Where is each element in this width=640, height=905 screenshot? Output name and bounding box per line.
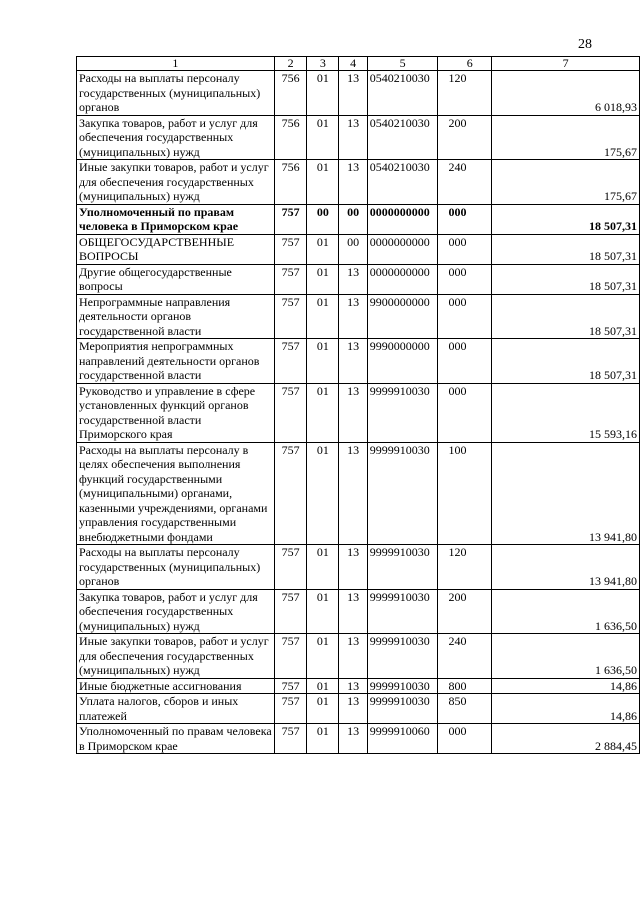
row-section-code: 01 (307, 160, 339, 205)
row-name-cell: Закупка товаров, работ и услуг для обеспечения государственных (муниципальных) нужд (77, 589, 275, 634)
row-name-cell: Расходы на выплаты персоналу государственных (муниципальных) органов (77, 71, 275, 116)
table-row (77, 115, 640, 160)
table-row (77, 264, 640, 294)
row-ministry-code: 757 (274, 442, 306, 545)
header-col-4: 4 (339, 57, 367, 71)
row-ministry-code: 757 (274, 694, 306, 724)
row-target-code: 9999910030 (367, 589, 438, 634)
row-ministry-code: 757 (274, 264, 306, 294)
row-expense-type-code: 120 (438, 71, 492, 116)
row-amount: 13 941,80 (492, 545, 640, 590)
row-target-code: 9999910030 (367, 678, 438, 694)
row-amount: 6 018,93 (492, 71, 640, 116)
table-row (77, 724, 640, 754)
row-subsection-code: 00 (339, 234, 367, 264)
row-subsection-code: 13 (339, 634, 367, 679)
row-amount: 18 507,31 (492, 264, 640, 294)
row-subsection-code: 13 (339, 678, 367, 694)
row-target-code: 9900000000 (367, 294, 438, 339)
row-amount: 15 593,16 (492, 383, 640, 442)
row-expense-type-code: 000 (438, 339, 492, 384)
row-section-code: 01 (307, 71, 339, 116)
row-section-code: 01 (307, 264, 339, 294)
row-target-code: 0000000000 (367, 264, 438, 294)
table-header-row (77, 57, 640, 71)
page-number: 28 (578, 37, 592, 52)
row-target-code: 0540210030 (367, 71, 438, 116)
row-subsection-code: 13 (339, 724, 367, 754)
row-ministry-code: 757 (274, 234, 306, 264)
row-expense-type-code: 240 (438, 160, 492, 205)
table-row (77, 160, 640, 205)
row-expense-type-code: 200 (438, 589, 492, 634)
header-col-7: 7 (492, 57, 640, 71)
row-amount: 14,86 (492, 694, 640, 724)
table-row (77, 204, 640, 234)
row-expense-type-code: 000 (438, 724, 492, 754)
row-target-code: 0540210030 (367, 115, 438, 160)
row-section-code: 01 (307, 678, 339, 694)
row-amount: 18 507,31 (492, 294, 640, 339)
row-target-code: 9999910030 (367, 634, 438, 679)
row-name-cell: Руководство и управление в сфере установленных функций органов государственной власти Приморского края (77, 383, 275, 442)
budget-table (76, 56, 640, 754)
table-row (77, 294, 640, 339)
row-section-code: 01 (307, 234, 339, 264)
row-ministry-code: 757 (274, 678, 306, 694)
row-expense-type-code: 000 (438, 204, 492, 234)
row-ministry-code: 757 (274, 383, 306, 442)
row-name-cell: Уполномоченный по правам человека в Приморском крае (77, 724, 275, 754)
row-amount: 18 507,31 (492, 234, 640, 264)
row-name-cell: Закупка товаров, работ и услуг для обеспечения государственных (муниципальных) нужд (77, 115, 275, 160)
table-row (77, 234, 640, 264)
row-ministry-code: 756 (274, 115, 306, 160)
row-ministry-code: 756 (274, 160, 306, 205)
row-amount: 14,86 (492, 678, 640, 694)
row-expense-type-code: 000 (438, 264, 492, 294)
row-ministry-code: 757 (274, 339, 306, 384)
row-target-code: 9999910030 (367, 383, 438, 442)
row-section-code: 01 (307, 383, 339, 442)
header-col-2: 2 (274, 57, 306, 71)
row-amount: 1 636,50 (492, 634, 640, 679)
row-expense-type-code: 000 (438, 294, 492, 339)
table-row (77, 589, 640, 634)
row-subsection-code: 13 (339, 545, 367, 590)
row-ministry-code: 757 (274, 545, 306, 590)
row-section-code: 01 (307, 634, 339, 679)
row-target-code: 9990000000 (367, 339, 438, 384)
row-target-code: 0540210030 (367, 160, 438, 205)
row-target-code: 9999910030 (367, 442, 438, 545)
row-amount: 18 507,31 (492, 339, 640, 384)
row-expense-type-code: 850 (438, 694, 492, 724)
row-subsection-code: 13 (339, 694, 367, 724)
row-name-cell: Расходы на выплаты персоналу в целях обеспечения выполнения функций государственными (муниципальными) органами, казенными учреждениями, органами управления государственными внебюджетными фондами (77, 442, 275, 545)
row-ministry-code: 757 (274, 204, 306, 234)
row-name-cell: Иные закупки товаров, работ и услуг для обеспечения государственных (муниципальных) нужд (77, 634, 275, 679)
row-name-cell: Непрограммные направления деятельности органов государственной власти (77, 294, 275, 339)
row-subsection-code: 13 (339, 339, 367, 384)
row-expense-type-code: 120 (438, 545, 492, 590)
row-name-cell: ОБЩЕГОСУДАРСТВЕННЫЕ ВОПРОСЫ (77, 234, 275, 264)
row-section-code: 01 (307, 339, 339, 384)
row-subsection-code: 13 (339, 383, 367, 442)
row-target-code: 0000000000 (367, 234, 438, 264)
table-row (77, 442, 640, 545)
row-name-cell: Иные закупки товаров, работ и услуг для обеспечения государственных (муниципальных) нужд (77, 160, 275, 205)
row-subsection-code: 00 (339, 204, 367, 234)
table-row (77, 634, 640, 679)
row-expense-type-code: 000 (438, 383, 492, 442)
row-expense-type-code: 200 (438, 115, 492, 160)
row-name-cell: Иные бюджетные ассигнования (77, 678, 275, 694)
row-subsection-code: 13 (339, 264, 367, 294)
row-section-code: 01 (307, 694, 339, 724)
row-ministry-code: 756 (274, 71, 306, 116)
row-amount: 175,67 (492, 160, 640, 205)
row-target-code: 0000000000 (367, 204, 438, 234)
row-section-code: 01 (307, 724, 339, 754)
row-name-cell: Уполномоченный по правам человека в Приморском крае (77, 204, 275, 234)
row-section-code: 01 (307, 115, 339, 160)
row-subsection-code: 13 (339, 115, 367, 160)
row-expense-type-code: 100 (438, 442, 492, 545)
table-row (77, 678, 640, 694)
row-section-code: 01 (307, 442, 339, 545)
row-section-code: 01 (307, 545, 339, 590)
row-amount: 13 941,80 (492, 442, 640, 545)
row-name-cell: Расходы на выплаты персоналу государственных (муниципальных) органов (77, 545, 275, 590)
header-col-1: 1 (77, 57, 275, 71)
row-subsection-code: 13 (339, 71, 367, 116)
row-ministry-code: 757 (274, 724, 306, 754)
row-target-code: 9999910060 (367, 724, 438, 754)
row-name-cell: Мероприятия непрограммных направлений деятельности органов государственной власти (77, 339, 275, 384)
row-section-code: 01 (307, 589, 339, 634)
table-body (77, 71, 640, 754)
row-amount: 2 884,45 (492, 724, 640, 754)
header-col-6: 6 (438, 57, 492, 71)
row-subsection-code: 13 (339, 160, 367, 205)
row-subsection-code: 13 (339, 442, 367, 545)
row-ministry-code: 757 (274, 634, 306, 679)
table-row (77, 383, 640, 442)
row-subsection-code: 13 (339, 589, 367, 634)
header-col-5: 5 (367, 57, 438, 71)
row-ministry-code: 757 (274, 294, 306, 339)
table-row (77, 545, 640, 590)
row-target-code: 9999910030 (367, 545, 438, 590)
row-name-cell: Уплата налогов, сборов и иных платежей (77, 694, 275, 724)
row-target-code: 9999910030 (367, 694, 438, 724)
row-name-cell: Другие общегосударственные вопросы (77, 264, 275, 294)
row-expense-type-code: 800 (438, 678, 492, 694)
table-row (77, 339, 640, 384)
row-expense-type-code: 240 (438, 634, 492, 679)
row-amount: 18 507,31 (492, 204, 640, 234)
row-ministry-code: 757 (274, 589, 306, 634)
row-expense-type-code: 000 (438, 234, 492, 264)
table-row (77, 694, 640, 724)
row-subsection-code: 13 (339, 294, 367, 339)
row-amount: 1 636,50 (492, 589, 640, 634)
row-section-code: 00 (307, 204, 339, 234)
header-col-3: 3 (307, 57, 339, 71)
row-amount: 175,67 (492, 115, 640, 160)
table-row (77, 71, 640, 116)
row-section-code: 01 (307, 294, 339, 339)
